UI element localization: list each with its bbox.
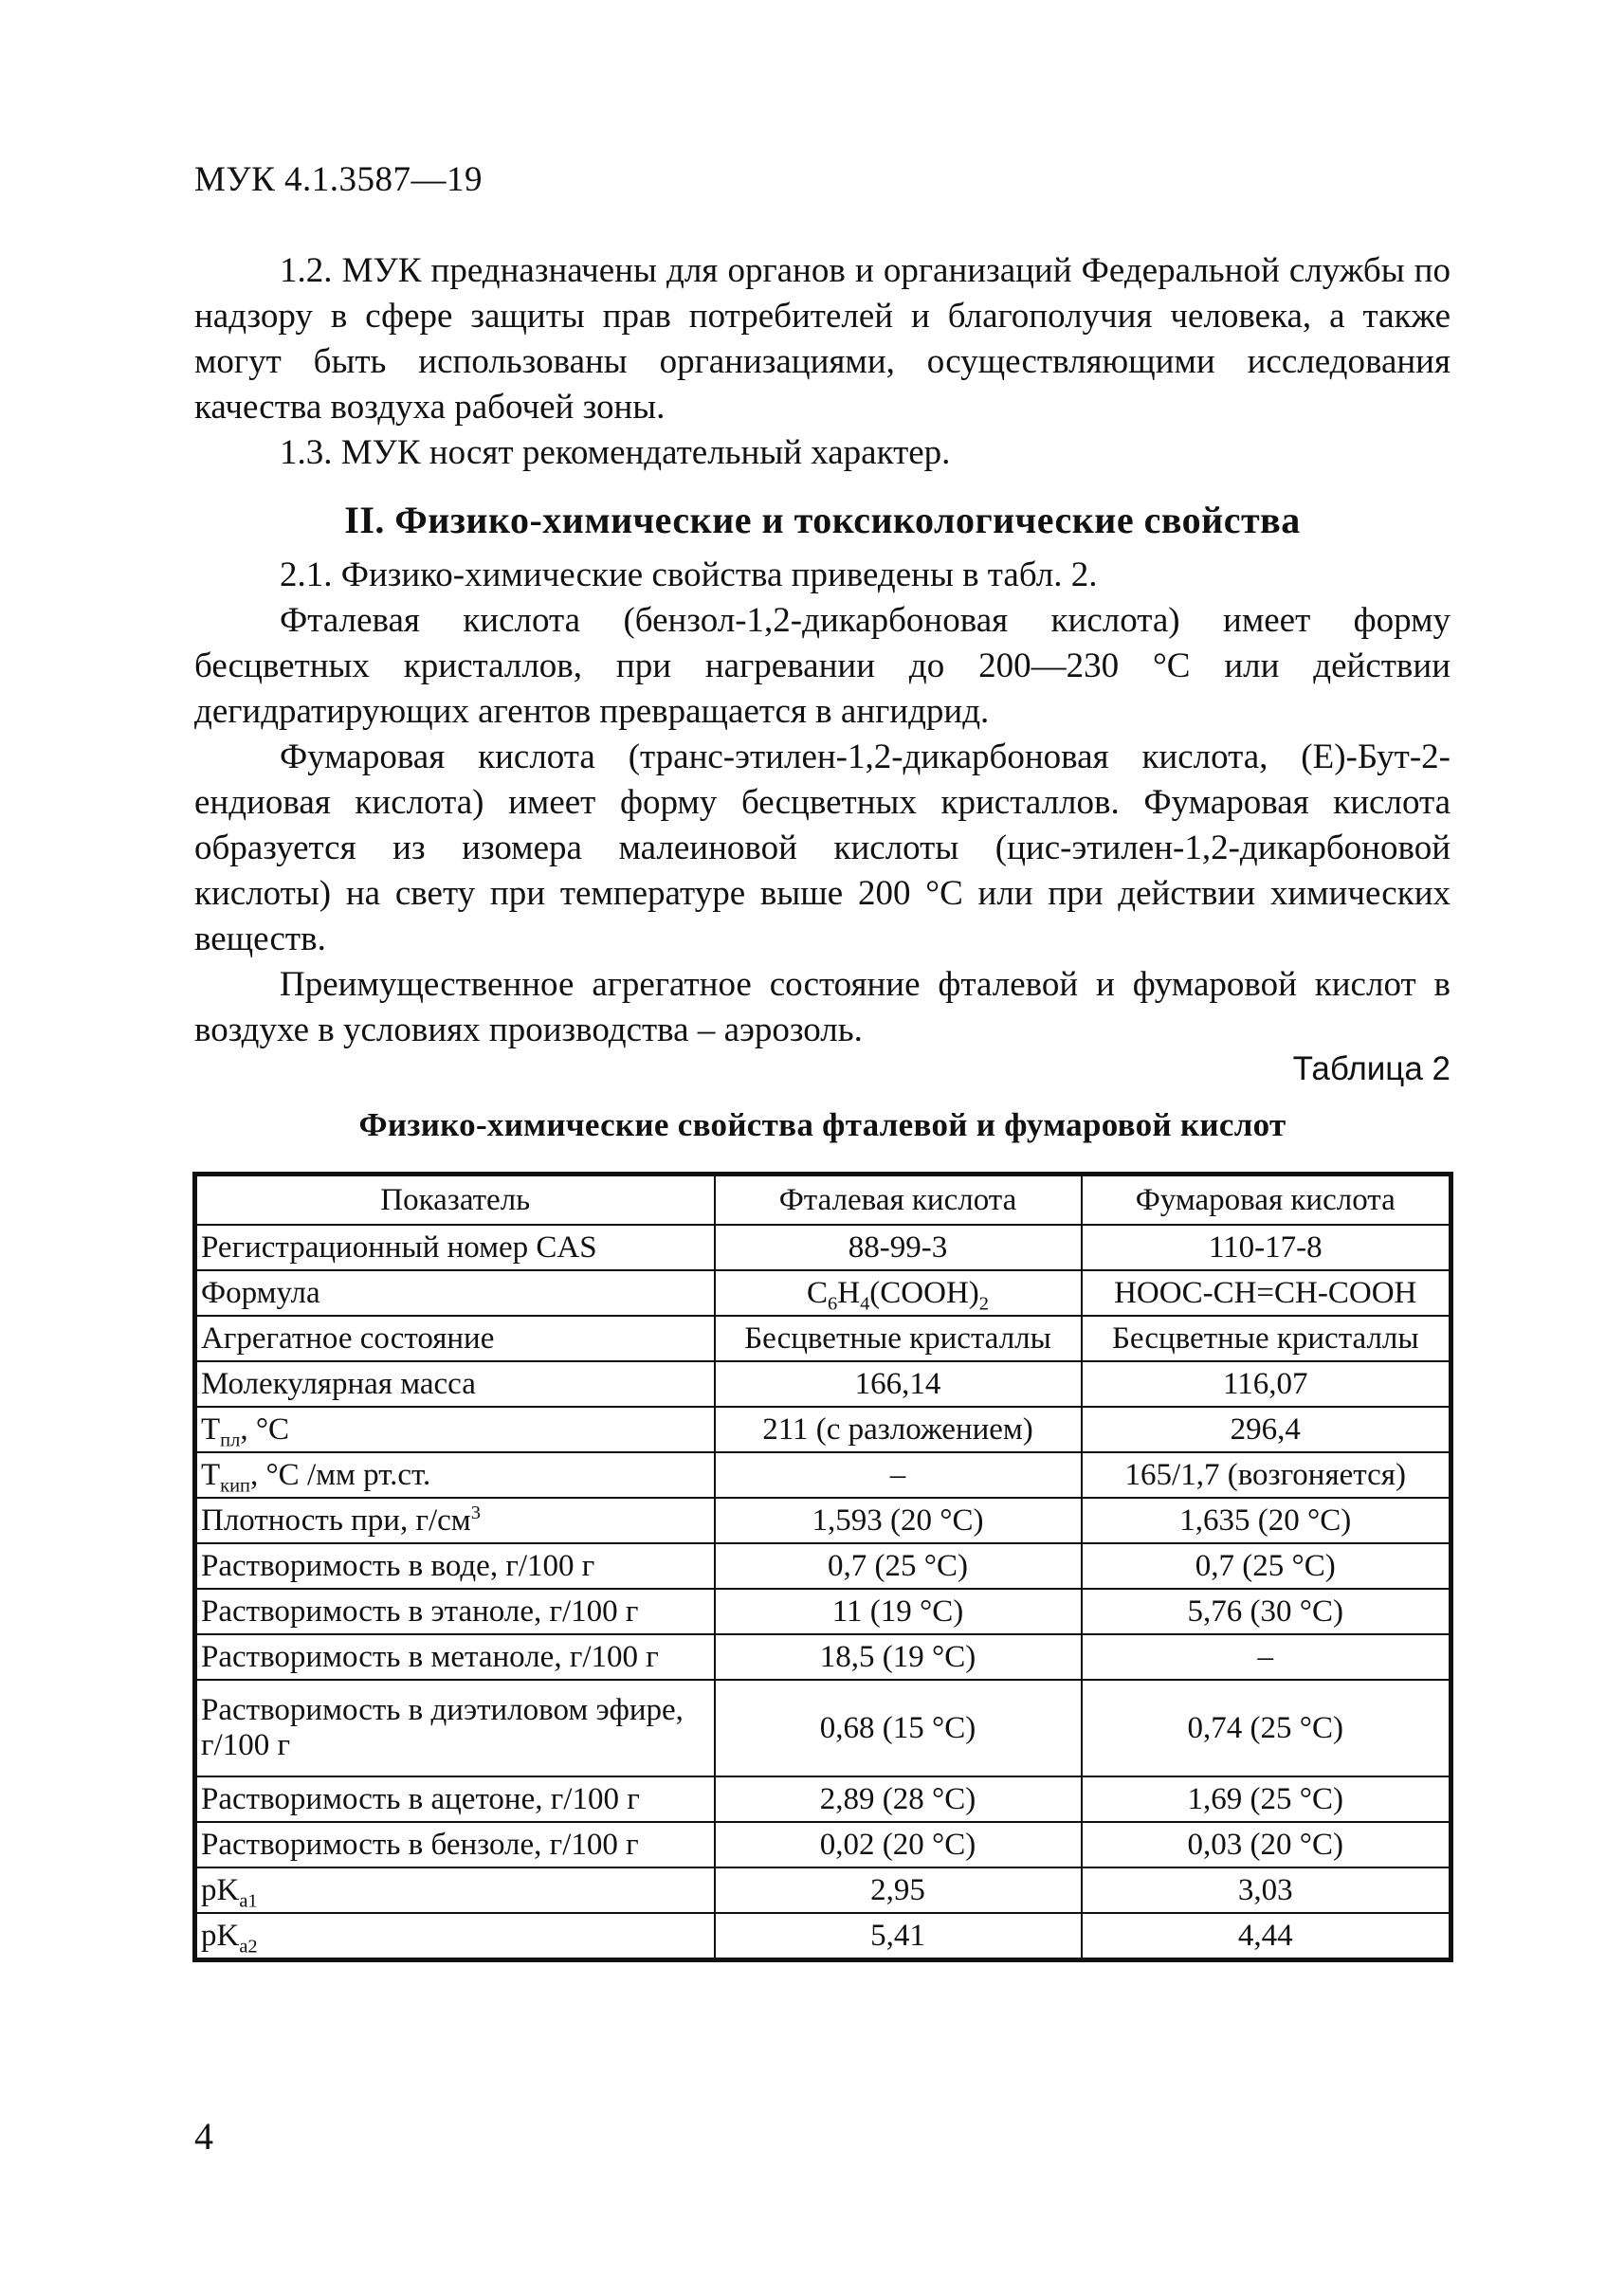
fumaric-value-cell: 1,635 (20 °С) [1082,1498,1451,1543]
parameter-cell: Плотность при, $г/см^3$ [195,1498,715,1543]
table-row [195,1270,1451,1316]
table-caption: Физико-химические свойства фталевой и фумаровой кислот [358,1106,1286,1143]
fumaric-value-cell: 4,44 [1082,1913,1451,1960]
table-row [195,1361,1451,1407]
phthalic-value-cell: 11 (19 °С) [715,1589,1082,1634]
table-label: Таблица 2 [1292,1050,1451,1087]
parameter-cell: Формула [195,1270,715,1316]
fumaric-value-cell: HOOC-CH=CH-COOH [1082,1270,1451,1316]
properties-table [192,1172,1453,1962]
fumaric-value-cell: 0,03 (20 °С) [1082,1822,1451,1867]
paragraph: Фумаровая кислота (транс-этилен-1,2-дикарбоновая кислота, (Е)-Бут-2-ендиовая кислота) имеет форму бесцветных кристаллов. Фумаровая кислота образуется из изомера малеиновой кислоты (цис-этилен-1,2-дикарбоновой кислоты) на свету при температуре выше 200 °С или при действии химических веществ. [194,738,1451,958]
paragraph: 1.3. МУК носят рекомендательный характер. [280,433,951,472]
table-row [195,1867,1451,1913]
phthalic-formula-cell: $C_6H_4(COOH)_2$ [715,1270,1082,1316]
parameter-cell: $pK_{a1}$ [195,1867,715,1913]
phthalic-value-cell: 5,41 [715,1913,1082,1960]
phthalic-value-cell: 88-99-3 [715,1225,1082,1270]
parameter-cell: Растворимость в ацетоне, г/100 г [195,1776,715,1822]
parameter-cell: $T_{кип}$, °С /мм рт.ст. [195,1452,715,1498]
fumaric-value-cell: 0,74 (25 °С) [1082,1680,1451,1776]
table-row [195,1498,1451,1543]
fumaric-value-cell: 165/1,7 (возгоняется) [1082,1452,1451,1498]
table-row [195,1407,1451,1452]
table-row [195,1452,1451,1498]
phthalic-value-cell: 2,95 [715,1867,1082,1913]
table-row [195,1634,1451,1680]
table-row [195,1316,1451,1361]
paragraph: 1.2. МУК предназначены для органов и организаций Федеральной службы по надзору в сфере защиты прав потребителей и благополучия человека, а также могут быть использованы организациями, осуществляющими исследования качества воздуха рабочей зоны. [194,251,1451,427]
fumaric-value-cell: 296,4 [1082,1407,1451,1452]
fumaric-value-cell: – [1082,1634,1451,1680]
table-row [195,1776,1451,1822]
phthalic-value-cell: 166,14 [715,1361,1082,1407]
paragraph: Преимущественное агрегатное состояние фталевой и фумаровой кислот в воздухе в условиях производства – аэрозоль. [194,965,1451,1049]
phthalic-value-cell: 211 (с разложением) [715,1407,1082,1452]
phthalic-value-cell: – [715,1452,1082,1498]
paragraph: 2.1. Физико-химические свойства приведены в табл. 2. [280,556,1098,594]
table-row [195,1680,1451,1776]
table-row [195,1589,1451,1634]
document-id: МУК 4.1.3587—19 [194,160,484,199]
column-header: Фталевая кислота [715,1175,1082,1226]
table-row [195,1822,1451,1867]
section-title: II. Физико-химические и токсикологические свойства [344,499,1301,541]
intro-block [194,248,1451,476]
table-row [195,1913,1451,1960]
phthalic-value-cell: 0,68 (15 °С) [715,1680,1082,1776]
table-row [195,1225,1451,1270]
parameter-cell: Растворимость в бензоле, г/100 г [195,1822,715,1867]
fumaric-value-cell: 110-17-8 [1082,1225,1451,1270]
column-header: Фумаровая кислота [1082,1175,1451,1226]
phthalic-value-cell: 0,7 (25 °С) [715,1543,1082,1589]
parameter-cell: Растворимость в метаноле, г/100 г [195,1634,715,1680]
table-row [195,1543,1451,1589]
phthalic-value-cell: 1,593 (20 °С) [715,1498,1082,1543]
parameter-cell: Растворимость в диэтиловом эфире, г/100 г [195,1680,715,1776]
phthalic-value-cell: Бесцветные кристаллы [715,1316,1082,1361]
section-body [194,553,1451,1053]
page-number: 4 [194,2115,213,2158]
parameter-cell: $T_{пл}$, °С [195,1407,715,1452]
fumaric-value-cell: 116,07 [1082,1361,1451,1407]
fumaric-value-cell: 5,76 (30 °С) [1082,1589,1451,1634]
paragraph: Фталевая кислота (бензол-1,2-дикарбоновая кислота) имеет форму бесцветных кристаллов, при нагревании до 200—230 °С или действии дегидратирующих агентов превращается в ангидрид. [194,601,1451,731]
parameter-cell: Растворимость в воде, г/100 г [195,1543,715,1589]
phthalic-value-cell: 0,02 (20 °С) [715,1822,1082,1867]
parameter-cell: Агрегатное состояние [195,1316,715,1361]
parameter-cell: Молекулярная масса [195,1361,715,1407]
table-header-row [195,1175,1451,1226]
fumaric-value-cell: Бесцветные кристаллы [1082,1316,1451,1361]
phthalic-value-cell: 2,89 (28 °С) [715,1776,1082,1822]
fumaric-value-cell: 1,69 (25 °С) [1082,1776,1451,1822]
properties-table-wrapper [192,1172,1449,1962]
parameter-cell: Регистрационный номер CAS [195,1225,715,1270]
fumaric-value-cell: 3,03 [1082,1867,1451,1913]
parameter-cell: Растворимость в этаноле, г/100 г [195,1589,715,1634]
phthalic-value-cell: 18,5 (19 °С) [715,1634,1082,1680]
fumaric-value-cell: 0,7 (25 °С) [1082,1543,1451,1589]
column-header: Показатель [195,1175,715,1226]
parameter-cell: $pK_{a2}$ [195,1913,715,1960]
